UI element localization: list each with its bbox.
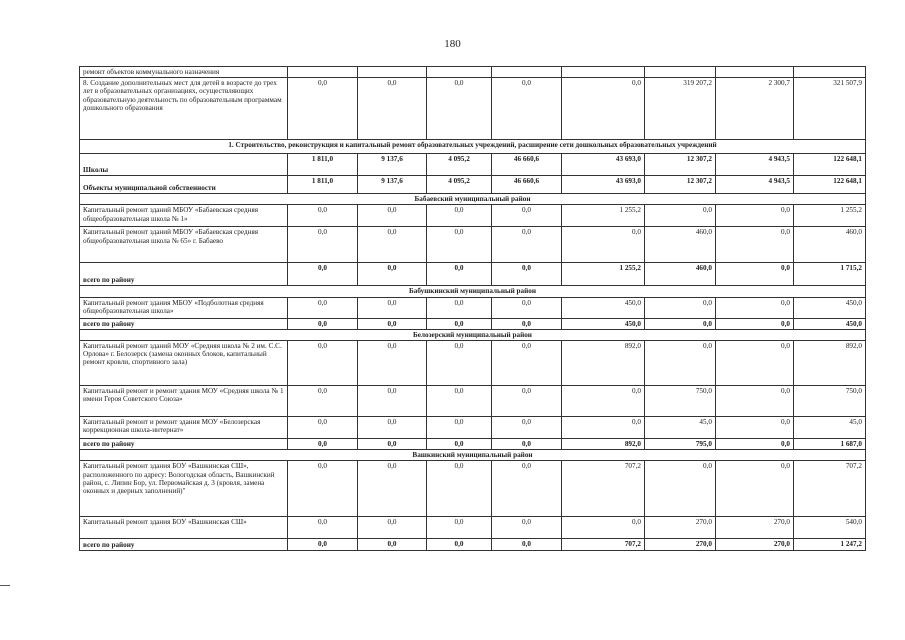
value-cell: 0,0 [492,78,562,140]
table-row [80,297,866,318]
row-label: Школы [80,154,288,176]
total-row [80,318,866,329]
page-number: 180 [444,38,461,50]
total-row [80,263,866,286]
value-cell: 0,0 [288,517,358,539]
value-cell: 0,0 [562,227,645,263]
value-cell: 1 255,2 [562,263,645,286]
value-cell: 750,0 [645,386,716,417]
section-title: 1. Строительство, реконструкция и капитальный ремонт образовательных учреждений, расширение сети дошкольных образовательных учреждений [80,140,866,154]
value-cell: 46 660,6 [492,154,562,176]
value-cell: 0,0 [645,205,716,227]
value-cell: 0,0 [645,318,716,329]
value-cell: 0,0 [716,386,794,417]
value-cell: 0,0 [288,205,358,227]
value-cell: 707,2 [794,461,866,517]
district-name: Белозерский муниципальный район [80,329,866,340]
value-cell: 0,0 [427,461,492,517]
value-cell: 0,0 [427,386,492,417]
value-cell: 540,0 [794,517,866,539]
value-cell: 0,0 [288,539,358,551]
value-cell: 0,0 [358,263,427,286]
value-cell: 1 255,2 [562,205,645,227]
value-cell [288,67,358,78]
value-cell: 0,0 [288,78,358,140]
value-cell: 0,0 [358,517,427,539]
district-name: Бабушкинский муниципальный район [80,286,866,297]
value-cell: 0,0 [492,205,562,227]
value-cell: 0,0 [492,297,562,318]
value-cell: 0,0 [427,539,492,551]
value-cell: 12 307,2 [645,154,716,176]
value-cell: 1 247,2 [794,539,866,551]
value-cell: 321 507,9 [794,78,866,140]
table-row [80,417,866,439]
row-label: Капитальный ремонт здания БОУ «Вашкинская СШ» [80,517,288,539]
district-name: Бабаевский муниципальный район [80,194,866,205]
value-cell: 0,0 [716,263,794,286]
row-label: 8. Создание дополнительных мест для детей в возрасте до трех лет в образовательных организациях, осуществляющих образовательную деятельность по образовательным программам дошкольного образования [80,78,288,140]
value-cell: 0,0 [358,417,427,439]
value-cell: 0,0 [716,341,794,386]
margin-mark [0,585,10,586]
value-cell: 0,0 [358,227,427,263]
value-cell [358,67,427,78]
value-cell: 0,0 [288,341,358,386]
value-cell: 0,0 [427,417,492,439]
value-cell: 0,0 [288,318,358,329]
value-cell: 892,0 [562,341,645,386]
value-cell: 2 300,7 [716,78,794,140]
row-label: всего по району [80,263,288,286]
value-cell: 460,0 [645,227,716,263]
value-cell: 122 648,1 [794,154,866,176]
total-row [80,539,866,551]
value-cell: 0,0 [492,386,562,417]
row-label: Капитальный ремонт здания МБОУ «Подболотная средняя общеобразовательная школа» [80,297,288,318]
budget-table [79,66,866,551]
value-cell: 4 943,5 [716,154,794,176]
table-row [80,461,866,517]
district-header-row [80,194,866,205]
value-cell: 0,0 [492,341,562,386]
value-cell: 1 687,0 [794,439,866,450]
value-cell: 4 943,5 [716,176,794,194]
value-cell: 43 693,0 [562,176,645,194]
value-cell: 0,0 [358,386,427,417]
value-cell: 0,0 [716,205,794,227]
value-cell: 0,0 [427,341,492,386]
value-cell: 0,0 [288,297,358,318]
table-row [80,78,866,140]
total-row [80,439,866,450]
section-header-row [80,140,866,154]
value-cell: 43 693,0 [562,154,645,176]
budget-table-body [80,67,866,551]
value-cell: 0,0 [358,539,427,551]
value-cell: 0,0 [645,297,716,318]
value-cell: 0,0 [492,539,562,551]
value-cell: 450,0 [794,297,866,318]
value-cell: 270,0 [716,517,794,539]
row-label: Объекты муниципальной собственности [80,176,288,194]
value-cell: 0,0 [358,439,427,450]
row-label: всего по району [80,318,288,329]
value-cell: 0,0 [427,205,492,227]
value-cell: 4 095,2 [427,176,492,194]
value-cell: 1 255,2 [794,205,866,227]
row-label: Капитальный ремонт зданий МОУ «Средняя школа № 2 им. С.С. Орлова» г. Белозерск (замена оконных блоков, капитальный ремонт кровли, спортивного зала) [80,341,288,386]
value-cell: 12 307,2 [645,176,716,194]
value-cell: 0,0 [288,263,358,286]
value-cell: 0,0 [716,318,794,329]
value-cell: 0,0 [358,461,427,517]
row-label: Капитальный ремонт и ремонт здания МОУ «Белозерская коррекционная школа-интернат» [80,417,288,439]
value-cell: 4 095,2 [427,154,492,176]
value-cell: 892,0 [562,439,645,450]
table-row [80,386,866,417]
value-cell: 45,0 [645,417,716,439]
value-cell: 707,2 [562,461,645,517]
district-header-row [80,329,866,340]
value-cell: 0,0 [562,78,645,140]
value-cell [427,67,492,78]
value-cell: 1 811,0 [288,176,358,194]
value-cell: 270,0 [645,539,716,551]
value-cell: 0,0 [427,297,492,318]
value-cell: 0,0 [288,386,358,417]
value-cell: 0,0 [492,417,562,439]
value-cell: 0,0 [288,417,358,439]
row-label: всего по району [80,439,288,450]
value-cell: 450,0 [794,318,866,329]
value-cell: 450,0 [562,318,645,329]
value-cell [645,67,716,78]
value-cell: 0,0 [562,386,645,417]
value-cell: 9 137,6 [358,176,427,194]
value-cell: 0,0 [358,318,427,329]
value-cell: 0,0 [427,227,492,263]
table-row [80,67,866,78]
value-cell: 0,0 [288,439,358,450]
value-cell [492,67,562,78]
row-label: Капитальный ремонт зданий МБОУ «Бабаевская средняя общеобразовательная школа № 1» [80,205,288,227]
row-label: Капитальный ремонт зданий МБОУ «Бабаевская средняя общеобразовательная школа № 65» г. Бабаево [80,227,288,263]
district-name: Вашкинский муниципальный район [80,450,866,461]
value-cell: 707,2 [562,539,645,551]
value-cell: 0,0 [492,263,562,286]
value-cell: 0,0 [492,461,562,517]
value-cell: 122 648,1 [794,176,866,194]
row-label: всего по району [80,539,288,551]
table-row [80,227,866,263]
district-header-row [80,286,866,297]
value-cell: 0,0 [358,205,427,227]
district-header-row [80,450,866,461]
value-cell: 0,0 [492,517,562,539]
value-cell [794,67,866,78]
value-cell: 9 137,6 [358,154,427,176]
value-cell: 0,0 [562,517,645,539]
value-cell: 892,0 [794,341,866,386]
value-cell [562,67,645,78]
value-cell: 0,0 [358,78,427,140]
value-cell: 0,0 [716,417,794,439]
table-row [80,341,866,386]
value-cell: 1 715,2 [794,263,866,286]
value-cell: 0,0 [427,517,492,539]
table-row [80,517,866,539]
value-cell: 0,0 [645,461,716,517]
value-cell: 795,0 [645,439,716,450]
value-cell: 0,0 [716,439,794,450]
value-cell: 0,0 [716,297,794,318]
value-cell: 460,0 [645,263,716,286]
value-cell: 0,0 [427,439,492,450]
value-cell: 1 811,0 [288,154,358,176]
value-cell: 0,0 [492,227,562,263]
value-cell: 0,0 [427,318,492,329]
value-cell: 0,0 [288,461,358,517]
value-cell: 0,0 [562,417,645,439]
table-row [80,205,866,227]
value-cell [716,67,794,78]
value-cell: 0,0 [716,227,794,263]
value-cell: 0,0 [358,297,427,318]
value-cell: 0,0 [645,341,716,386]
value-cell: 45,0 [794,417,866,439]
total-row [80,154,866,176]
value-cell: 0,0 [358,341,427,386]
value-cell: 0,0 [492,439,562,450]
value-cell: 270,0 [645,517,716,539]
value-cell: 270,0 [716,539,794,551]
value-cell: 0,0 [716,461,794,517]
value-cell: 450,0 [562,297,645,318]
row-label: Капитальный ремонт здания БОУ «Вашкинская СШ», расположенного по адресу: Вологодская область, Вашкинский район, с. Липин Бор, ул. Первомайская д. 3 (кровля, замена оконных и дверных заполнений)" [80,461,288,517]
row-label: Капитальный ремонт и ремонт здания МОУ «Средняя школа № 1 имени Героя Советского Союза» [80,386,288,417]
value-cell: 0,0 [288,227,358,263]
value-cell: 0,0 [427,78,492,140]
value-cell: 46 660,6 [492,176,562,194]
value-cell: 319 207,2 [645,78,716,140]
total-row [80,176,866,194]
row-label: ремонт объектов коммунального назначения [80,67,288,78]
value-cell: 750,0 [794,386,866,417]
value-cell: 460,0 [794,227,866,263]
value-cell: 0,0 [427,263,492,286]
value-cell: 0,0 [492,318,562,329]
